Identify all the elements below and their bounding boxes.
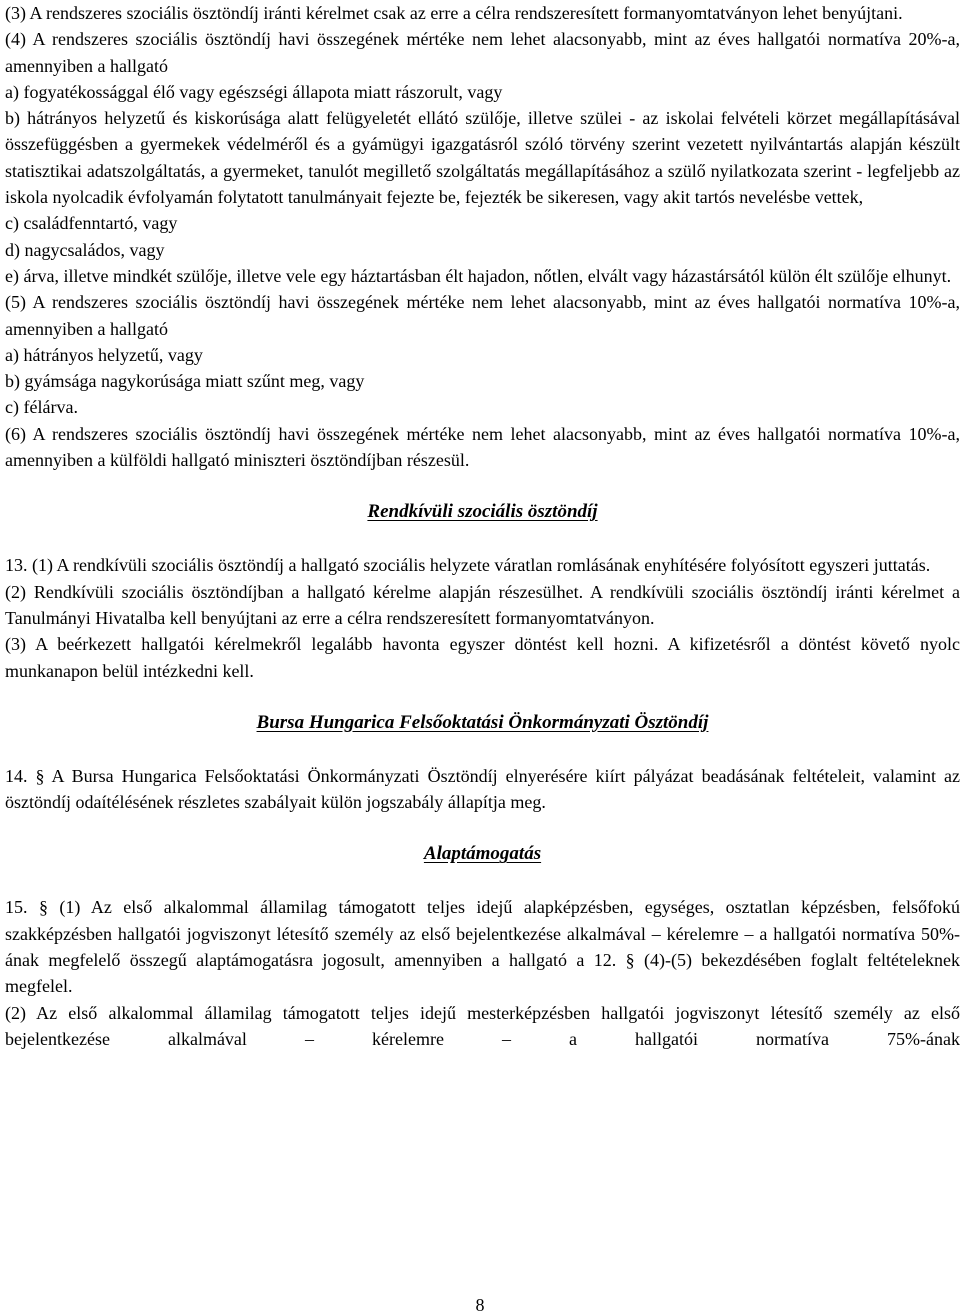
paragraph-14: 14. § A Bursa Hungarica Felsőoktatási Önkormányzati Ösztöndíj elnyerésére kiírt pályázat beadásának feltételeit, valamint az ösztöndíj odaítélésének részletes szabályait külön jogszabály állapítja meg. xyxy=(5,765,960,813)
paragraph-13-3: (3) A beérkezett hallgatói kérelmekről legalább havonta egyszer döntést kell hozni. A kifizetésről a döntést követő nyolc munkanapon belül intézkedni kell. xyxy=(5,634,960,681)
paragraph-15-1: 15. § (1) Az első alkalommal államilag támogatott teljes idejű alapképzésben, egységes, osztatlan képzésben, felsőfokú szakképzésben hallgatói jogviszonyt létesítő személy az első bejelentkezése alkalmával – kérelemre – a hallgatói normatíva 50%-ának megfelelő összegű alaptámogatásra jogosult, amennyiben a hallgató a 12. § (4)-(5) bekezdésében foglalt feltételeknek megfelel. xyxy=(5,897,960,997)
section-heading-alaptamogatas: Alaptámogatás xyxy=(423,843,542,865)
list-item-5c: c) félárva. xyxy=(5,397,78,418)
paragraph-5-intro: (5) A rendszeres szociális ösztöndíj havi összegének mértéke nem lehet alacsonyabb, mint az éves hallgatói normatíva 10%-a, amennyiben a hallgató xyxy=(5,292,960,339)
paragraph-13-1: 13. (1) A rendkívüli szociális ösztöndíj a hallgató szociális helyzete váratlan romlásának enyhítésére folyósított egyszeri juttatás. xyxy=(5,555,931,576)
paragraph-3-form-requirement: (3) A rendszeres szociális ösztöndíj iránti kérelmet csak az erre a célra rendszeresített formanyomtatványon lehet benyújtani. xyxy=(5,3,903,23)
section-body-bursa xyxy=(5,763,960,816)
section-body-rendkivuli xyxy=(5,552,960,683)
list-item-5b: b) gyámsága nagykorúsága miatt szűnt meg, vagy xyxy=(5,371,365,392)
page-number: 8 xyxy=(475,1295,485,1315)
paragraph-4-intro: (4) A rendszeres szociális ösztöndíj havi összegének mértéke nem lehet alacsonyabb, mint az éves hallgatói normatíva 20%-a, amennyiben a hallgató xyxy=(5,29,960,76)
list-item-4a: a) fogyatékossággal élő vagy egészségi állapota miatt rászorult, vagy xyxy=(5,81,503,102)
paragraph-13-2: (2) Rendkívüli szociális ösztöndíjban a hallgató kérelme alapján részesülhet. A rendkívüli szociális ösztöndíj iránti kérelmet a Tanulmányi Hivatalba kell benyújtani az erre a célra rendszeresített formanyomtatványon. xyxy=(5,581,960,628)
document-page xyxy=(5,0,960,1052)
list-item-5a: a) hátrányos helyzetű, vagy xyxy=(5,344,203,365)
list-item-4d: d) nagycsaládos, vagy xyxy=(5,239,165,260)
section-body-alaptamogatas xyxy=(5,894,960,1052)
section-heading-rendkivuli: Rendkívüli szociális ösztöndíj xyxy=(367,501,598,523)
section-heading-bursa: Bursa Hungarica Felsőoktatási Önkormányzati Ösztöndíj xyxy=(256,711,709,733)
paragraph-15-2: (2) Az első alkalommal államilag támogatott teljes idejű mesterképzésben hallgatói jogviszonyt létesítő személy az első bejelentkezése alkalmával – kérelemre – a hallgatói normatíva 75%-ának xyxy=(5,1002,960,1049)
paragraph-6: (6) A rendszeres szociális ösztöndíj havi összegének mértéke nem lehet alacsonyabb, mint az éves hallgatói normatíva 10%-a, amennyiben a külföldi hallgató miniszteri ösztöndíjban részesül. xyxy=(5,423,960,471)
list-item-4b: b) hátrányos helyzetű és kiskorúsága alatt felügyeletét ellátó szülője, illetve szülei - az iskolai felvételi körzet megállapításával összefüggésben a gyermekek védelméről és a gyámügyi igazgatásról szóló törvény szerint vezetett nyilvántartás alapján készült statisztikai adatszolgáltatás, a gyermeket, tanulót megillető szolgáltatás megállapításához a szülő nyilatkozata szerint - legfeljebb az iskola nyolcadik évfolyamán folytatott tanulmányait fejezte be, fejezték be sikeresen, vagy akit tartós nevelésbe vettek, xyxy=(5,108,960,208)
list-item-4c: c) családfenntartó, vagy xyxy=(5,213,178,234)
list-item-4e: e) árva, illetve mindkét szülője, illetve vele egy háztartásban élt hajadon, nőtlen, elvált vagy házastársától külön élt szülője elhunyt. xyxy=(5,265,952,286)
